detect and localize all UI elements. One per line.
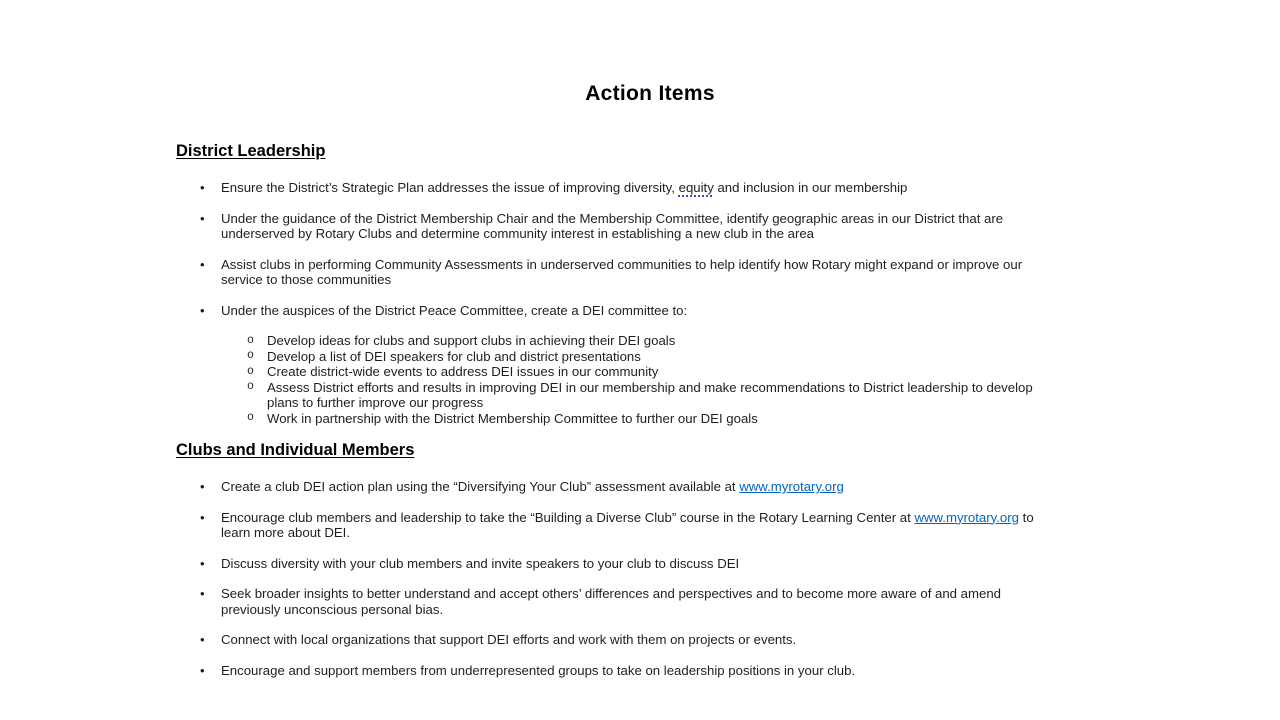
bullet-text <box>221 479 1104 495</box>
page-title: Action Items <box>585 82 715 105</box>
list-item <box>176 556 1104 572</box>
myrotary-link[interactable]: www.myrotary.org <box>914 509 1019 525</box>
bullet-text <box>221 180 1104 196</box>
list-item <box>176 180 1104 196</box>
list-item <box>176 510 1104 541</box>
circle-bullet-icon: o <box>247 333 254 347</box>
bullet-text: Develop ideas for clubs and support clubs in achieving their DEI goals <box>267 333 676 348</box>
bullet-text: Assess District efforts and results in improving DEI in our membership and make recommendations to District leadership to develop <box>267 379 1033 395</box>
sub-list-item <box>176 364 1104 380</box>
bullet-icon: • <box>200 632 205 647</box>
sub-list-item <box>176 349 1104 365</box>
bullet-icon: • <box>200 586 205 601</box>
sub-list-item <box>176 380 1104 411</box>
list-item <box>176 663 1104 679</box>
bullet-text: plans to further improve our progress <box>267 395 484 410</box>
bullet-text: Assist clubs in performing Community Assessments in underserved communities to help identify how Rotary might expand or improve our <box>221 256 1023 272</box>
myrotary-link[interactable]: www.myrotary.org <box>739 479 844 494</box>
bullet-text: previously unconscious personal bias. <box>221 601 444 617</box>
list-item <box>176 211 1104 242</box>
bullet-text: Seek broader insights to better understand and accept others’ differences and perspectives and to become more aware of and amend <box>221 586 1002 601</box>
list-item <box>176 479 1104 495</box>
circle-bullet-icon: o <box>247 411 254 424</box>
bullet-icon: • <box>200 180 205 195</box>
bullet-text: Under the guidance of the District Membership Chair and the Membership Committee, identify geographic areas in our District that are <box>221 210 1004 226</box>
list-item <box>176 586 1104 617</box>
bullet-text <box>221 510 1104 526</box>
section-heading-district-leadership: District Leadership <box>176 142 326 160</box>
bullet-text: Develop a list of DEI speakers for club and district presentations <box>267 348 641 364</box>
bullet-icon: • <box>200 210 205 226</box>
text-part: and inclusion in our membership <box>713 180 908 195</box>
bullet-text: Work in partnership with the District Membership Committee to further our DEI goals <box>267 410 758 426</box>
sub-bullet-list <box>176 333 1104 426</box>
bullet-icon: • <box>200 302 205 318</box>
text-part: Encourage club members and leadership to take the “Building a Diverse Club” course in the Rotary Learning Center at <box>221 509 915 525</box>
bullet-text: Connect with local organizations that support DEI efforts and work with them on projects or events. <box>221 632 797 647</box>
sub-list-item <box>176 333 1104 349</box>
circle-bullet-icon: o <box>247 364 254 378</box>
bullet-text: Encourage and support members from underrepresented groups to take on leadership positions in your club. <box>221 662 856 678</box>
bullet-icon: • <box>200 662 205 678</box>
text-part: to <box>1019 509 1034 525</box>
bullet-icon: • <box>200 509 205 525</box>
list-item <box>176 632 1104 648</box>
text-part: Ensure the District’s Strategic Plan addresses the issue of improving diversity, <box>221 180 679 195</box>
grammar-flagged-word: equity <box>678 180 714 195</box>
bullet-text: service to those communities <box>221 272 392 287</box>
sub-list-item <box>176 411 1104 427</box>
bullet-text: Create district-wide events to address DEI issues in our community <box>267 364 659 379</box>
section-heading-clubs-and-individual-members: Clubs and Individual Members <box>176 441 415 459</box>
list-item <box>176 303 1104 319</box>
bullet-text: learn more about DEI. <box>221 525 351 540</box>
text-part: Create a club DEI action plan using the “Diversifying Your Club” assessment available at <box>221 479 740 494</box>
bullet-text: Discuss diversity with your club members and invite speakers to your club to discuss DEI <box>221 555 740 571</box>
bullet-icon: • <box>200 256 205 272</box>
list-item <box>176 257 1104 288</box>
bullet-icon: • <box>200 555 205 571</box>
bullet-text: underserved by Rotary Clubs and determine community interest in establishing a new club in the area <box>221 226 815 241</box>
bullet-icon: • <box>200 479 205 494</box>
circle-bullet-icon: o <box>247 380 254 393</box>
bullet-text: Under the auspices of the District Peace Committee, create a DEI committee to: <box>221 302 688 318</box>
circle-bullet-icon: o <box>247 349 254 362</box>
